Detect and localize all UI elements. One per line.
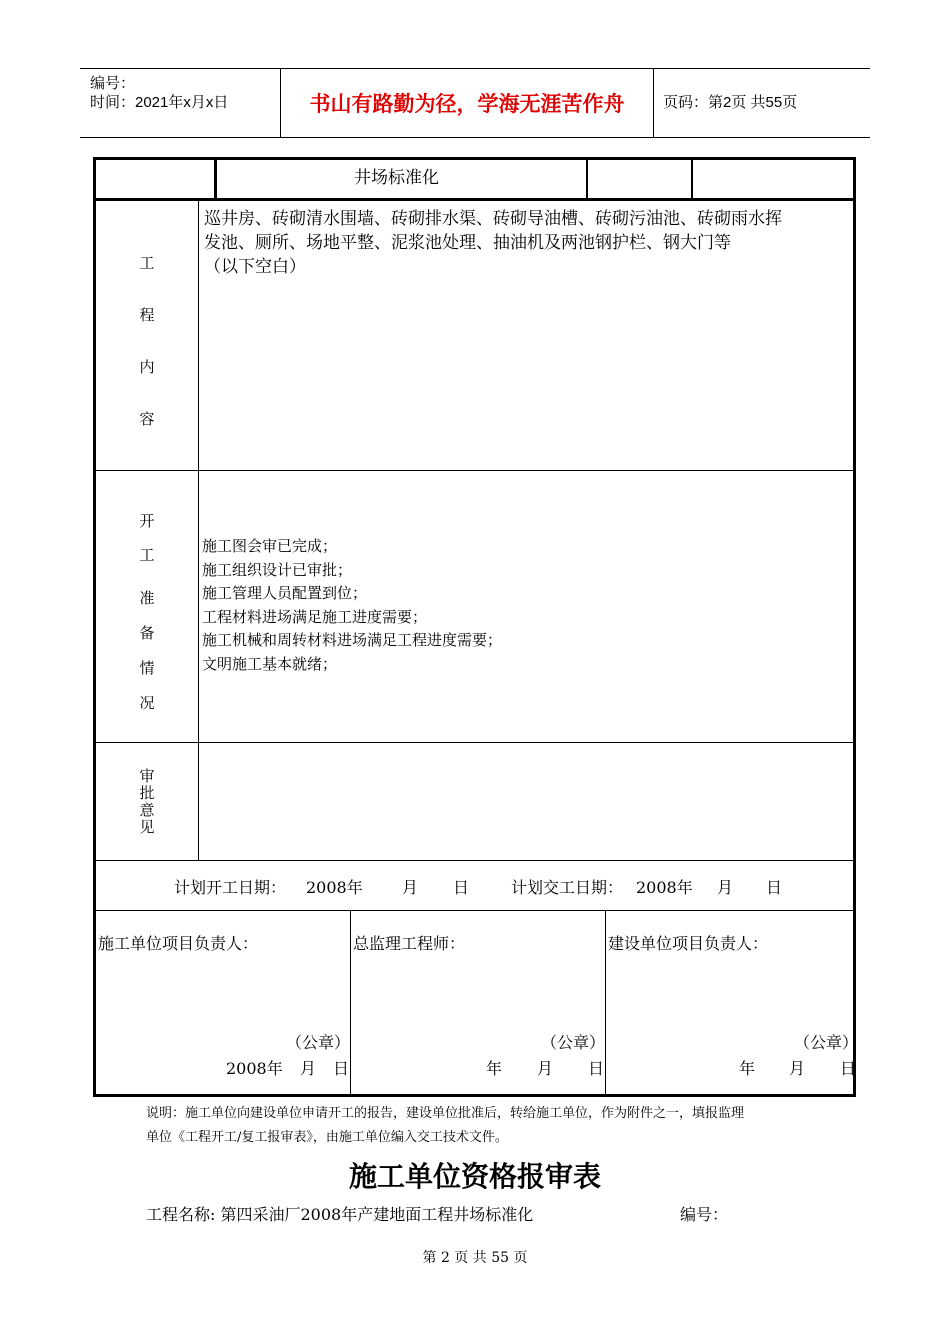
supervisor-day: 日 — [588, 1059, 605, 1078]
supervisor-seal: （公章） — [541, 1033, 606, 1052]
content-label-char: 工 — [139, 254, 155, 272]
page-footer: 第 2 页 共 55 页 — [422, 1250, 528, 1266]
note-line: 单位《工程开工/复工报审表》，由施工单位编入交工技术文件。 — [146, 1130, 508, 1145]
owner-year: 年 — [739, 1059, 756, 1078]
prep-item: 施工机械和周转材料进场满足工程进度需要； — [202, 631, 503, 649]
supervisor-month: 月 — [537, 1059, 554, 1078]
contractor-day: 日 — [333, 1059, 350, 1078]
prep-label-char: 况 — [139, 694, 155, 712]
content-line: （以下空白） — [204, 257, 306, 277]
plan-start-year: 2008年 — [306, 878, 363, 897]
chief-supervisor-label: 总监理工程师： — [353, 934, 466, 953]
owner-seal: （公章） — [794, 1033, 859, 1052]
plan-end-day: 日 — [766, 878, 783, 897]
top-row-divider — [691, 160, 693, 200]
approval-label — [132, 768, 162, 836]
top-row-divider — [214, 160, 217, 200]
owner-lead-label: 建设单位项目负责人： — [608, 934, 769, 953]
signature-divider — [350, 910, 351, 1094]
form-number-label: 编号： — [680, 1205, 729, 1224]
prep-label-char: 情 — [139, 659, 155, 677]
content-label-char: 容 — [139, 410, 155, 428]
plan-start-label: 计划开工日期： — [174, 878, 287, 897]
top-row-bottom-line — [96, 198, 853, 201]
section-divider — [96, 742, 853, 743]
content-label-char: 程 — [139, 306, 155, 324]
plan-end-label: 计划交工日期： — [511, 878, 624, 897]
approval-label-char: 批 — [139, 784, 155, 802]
project-type-cell: 井场标准化 — [354, 168, 439, 188]
prep-item: 施工图会审已完成； — [202, 537, 338, 555]
approval-label-char: 意 — [139, 801, 155, 819]
approval-label-char: 见 — [139, 818, 155, 836]
plan-start-day: 日 — [453, 878, 470, 897]
plan-start-month: 月 — [402, 878, 419, 897]
owner-month: 月 — [789, 1059, 806, 1078]
prep-label-char: 工 — [139, 546, 155, 564]
prep-item: 施工组织设计已审批； — [202, 560, 353, 579]
prep-item: 工程材料进场满足施工进度需要； — [202, 607, 428, 626]
header-time-label: 时间：2021年x月x日 — [90, 94, 229, 111]
top-row-divider — [586, 160, 588, 200]
contractor-lead-label: 施工单位项目负责人： — [98, 934, 259, 953]
prep-label-char: 开 — [139, 512, 155, 530]
content-line: 巡井房、砖砌清水围墙、砖砌排水渠、砖砌导油槽、砖砌污油池、砖砌雨水挥 — [204, 209, 782, 229]
note-line: 说明：施工单位向建设单位申请开工的报告，建设单位批准后，转给施工单位，作为附件之一，填报监理 — [146, 1106, 745, 1121]
qualification-form-title: 施工单位资格报审表 — [348, 1160, 601, 1193]
supervisor-year: 年 — [486, 1059, 503, 1078]
content-line: 发池、厕所、场地平整、泥浆池处理、抽油机及两池钢护栏、钢大门等 — [204, 233, 731, 253]
approval-label-char: 审 — [139, 767, 155, 785]
form-note — [146, 1102, 744, 1150]
page-header — [80, 68, 870, 138]
prep-label-char: 备 — [139, 624, 155, 642]
start-report-form — [93, 157, 859, 1097]
contractor-year: 2008年 — [226, 1059, 283, 1078]
signature-divider — [605, 910, 606, 1094]
prep-item: 施工管理人员配置到位； — [202, 584, 368, 602]
owner-day: 日 — [840, 1059, 857, 1078]
content-label-char: 内 — [139, 358, 155, 376]
section-divider — [96, 910, 853, 911]
prep-label-char: 准 — [139, 589, 155, 607]
header-number-label: 编号： — [90, 75, 136, 92]
section-divider — [96, 860, 853, 861]
project-name: 工程名称: 第四采油厂2008年产建地面工程井场标准化 — [146, 1205, 534, 1224]
plan-end-year: 2008年 — [636, 878, 693, 897]
plan-end-month: 月 — [717, 878, 734, 897]
section-divider — [96, 470, 853, 471]
prep-item: 文明施工基本就绪； — [202, 654, 338, 673]
header-motto: 书山有路勤为径，学海无涯苦作舟 — [281, 69, 654, 137]
contractor-month: 月 — [300, 1059, 317, 1078]
label-column-divider — [198, 200, 199, 860]
contractor-seal: （公章） — [286, 1033, 351, 1052]
header-left-cell — [80, 69, 281, 137]
header-page-label: 页码：第2页 共55页 — [663, 94, 798, 111]
